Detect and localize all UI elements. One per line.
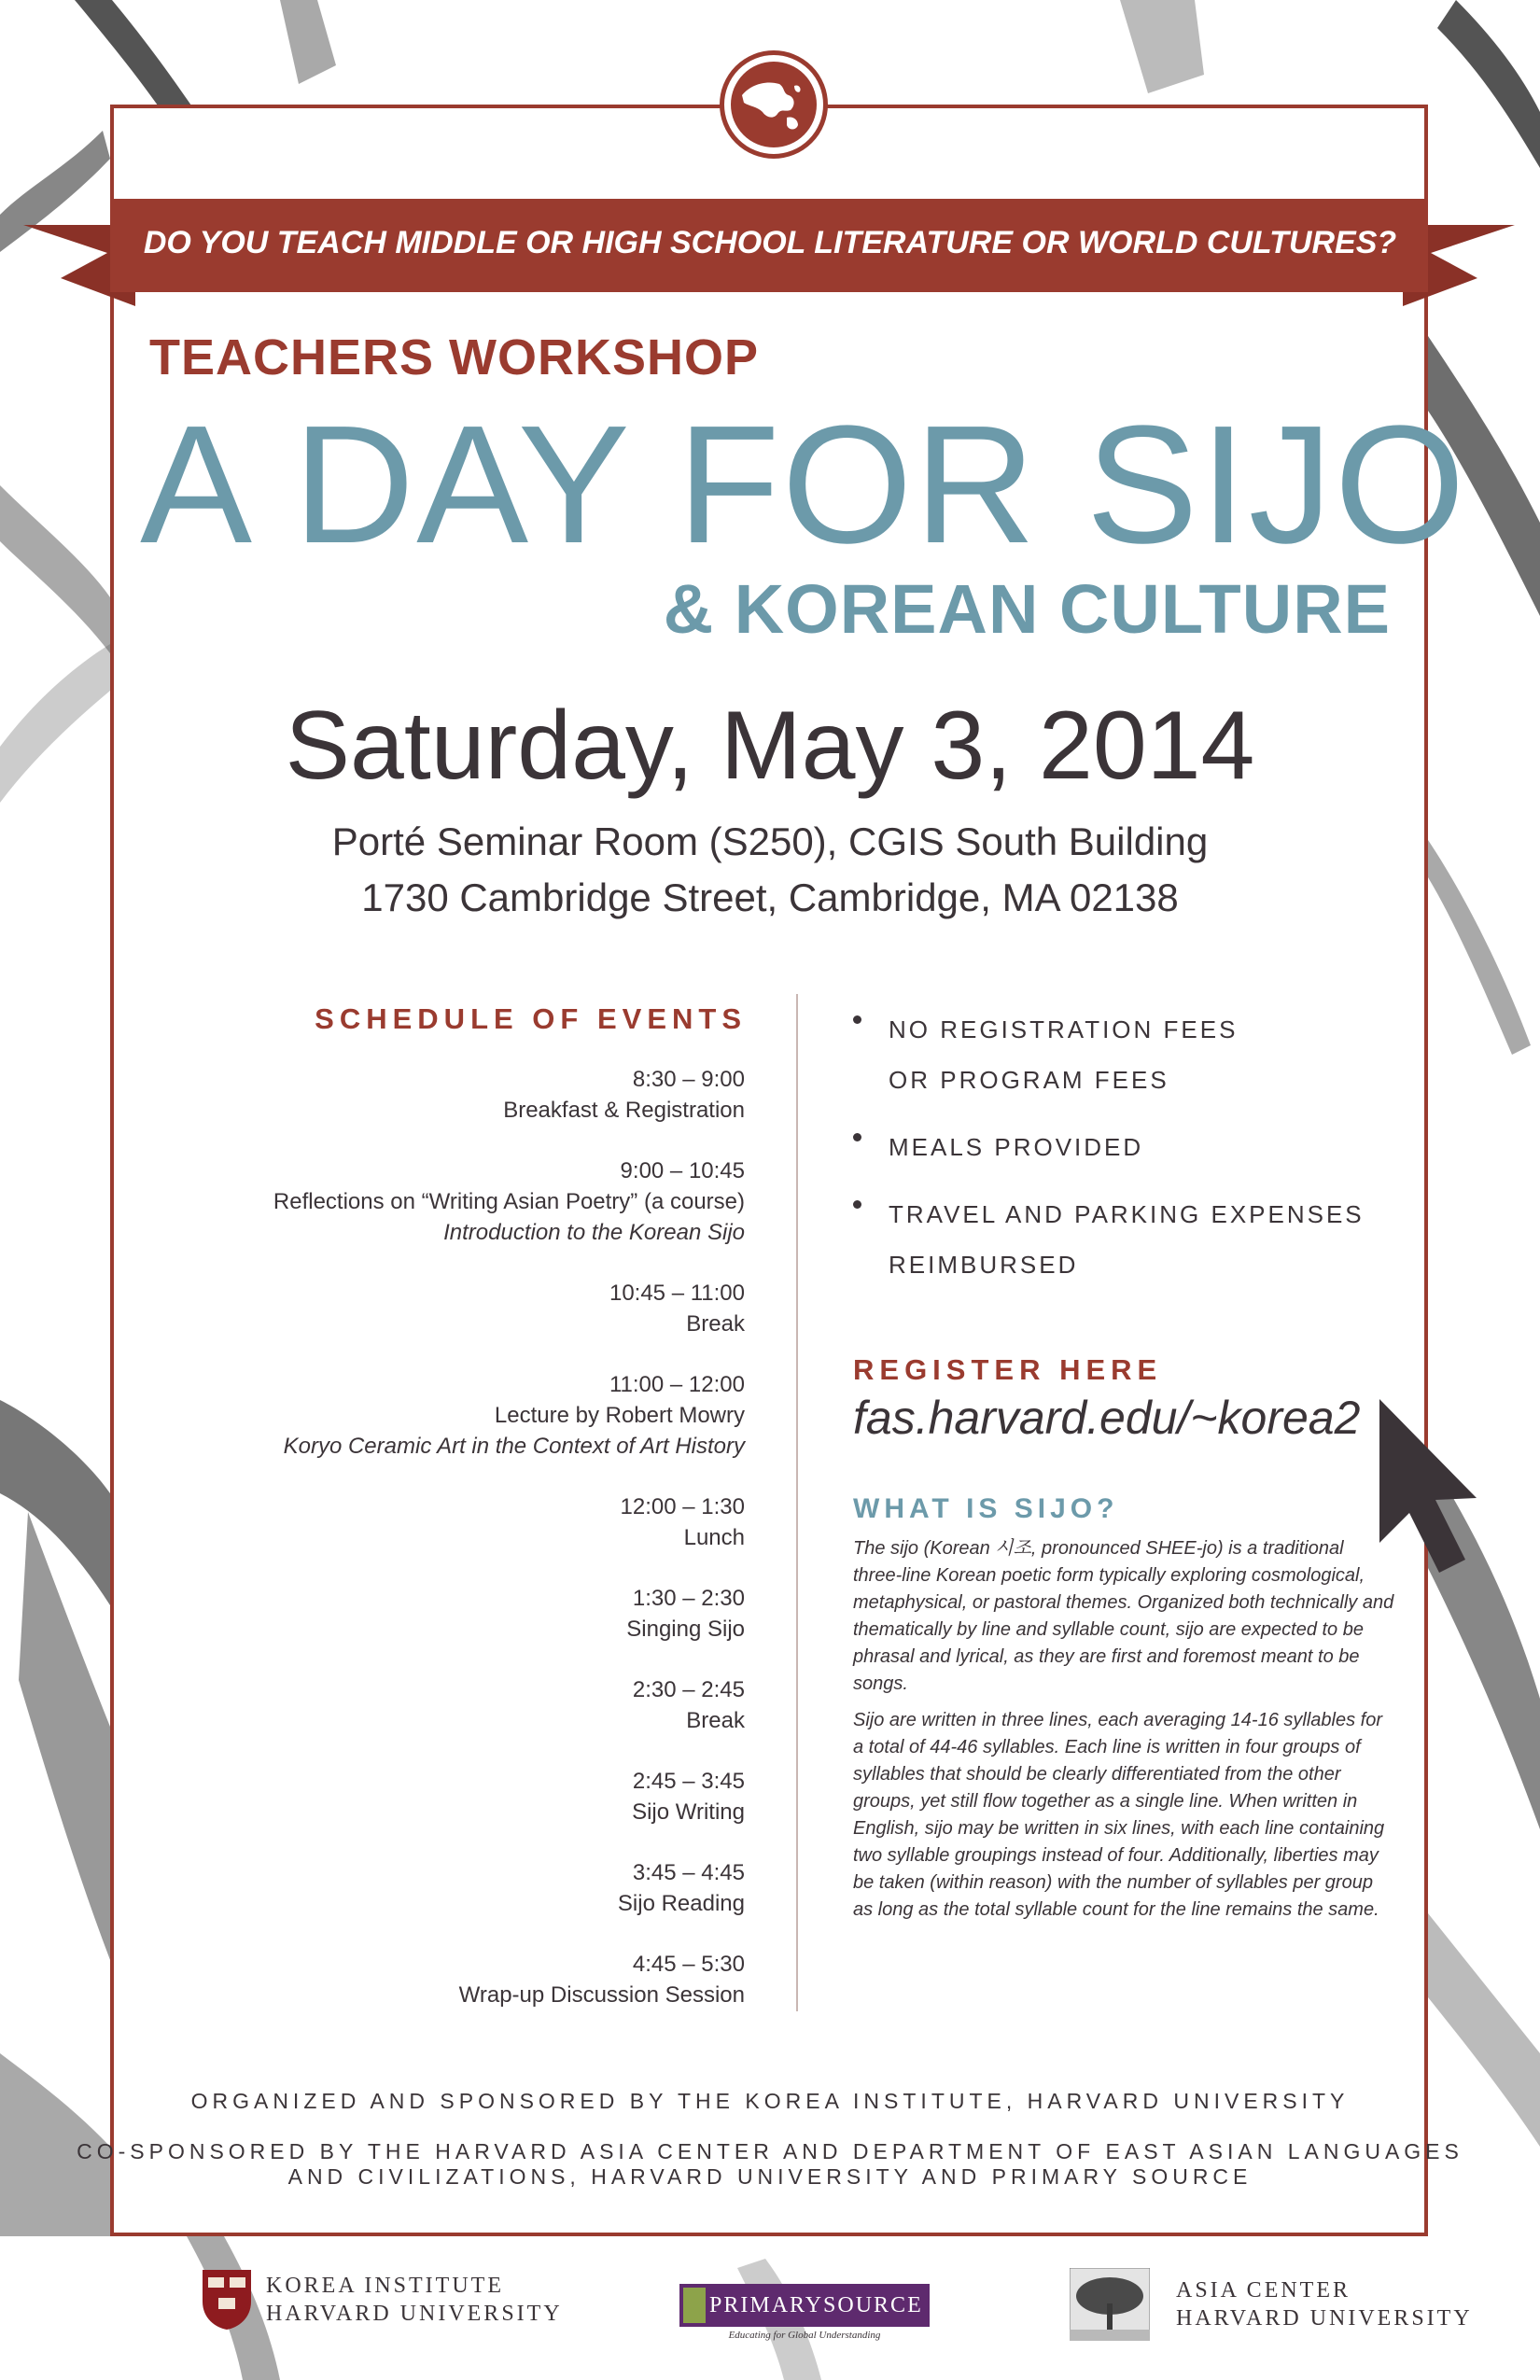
schedule-item: 12:00 – 1:30 Lunch (620, 1494, 745, 1550)
schedule-item: 8:30 – 9:00 Breakfast & Registration (503, 1067, 745, 1123)
schedule-list (187, 1064, 745, 2040)
bullet-dot (853, 1200, 861, 1209)
tree-photo-icon (1070, 2268, 1150, 2341)
schedule-item: 4:45 – 5:30 Wrap-up Discussion Session (458, 1952, 745, 2008)
globe-icon (720, 50, 828, 159)
event-venue: Porté Seminar Room (S250), CGIS South Building (331, 819, 1209, 863)
sijo-paragraph: The sijo (Korean 시조, pronounced SHEE-jo) is a traditional three-line Korean poetic form typically exploring cosmological, metaphysical, or pastoral themes. Organized both technically and thematically by line and syllable count, sijo are expected to be phrasal and lyrical, as they are first and foremost meant to be songs. (853, 1538, 1394, 1694)
cosponsor-line-2: AND CIVILIZATIONS, HARVARD UNIVERSITY AND PRIMARY SOURCE (287, 2164, 1253, 2189)
schedule-item: 9:00 – 10:45 Reflections on “Writing Asian Poetry” (a course) Introduction to the Korean Sijo (273, 1158, 745, 1245)
schedule-item: 2:30 – 2:45 Break (632, 1677, 745, 1733)
schedule-item: 2:45 – 3:45 Sijo Writing (632, 1769, 745, 1825)
benefit-item: TRAVEL AND PARKING EXPENSES REIMBURSED (849, 1189, 1409, 1290)
banner-question: DO YOU TEACH MIDDLE OR HIGH SCHOOL LITERATURE OR WORLD CULTURES? (143, 225, 1397, 260)
organizer-line: ORGANIZED AND SPONSORED BY THE KOREA INSTITUTE, HARVARD UNIVERSITY (190, 2089, 1350, 2113)
event-date: Saturday, May 3, 2014 (285, 692, 1255, 800)
workshop-kicker: TEACHERS WORKSHOP (149, 329, 760, 385)
sijo-paragraph: Sijo are written in three lines, each averaging 14-16 syllables for a total of 44-46 syllables. Each line is written in four groups of syllables that should be clearly differentiated from the other groups, yet still flow together as a single line. When written in English, sijo may be written in six lines, with each line containing two syllable groupings instead of four. Additionally, liberties may be taken (within reason) with the number of syllables per group as long as the total syllable count for the line remains the same. (853, 1710, 1385, 1920)
sijo-heading: WHAT IS SIJO? (853, 1493, 1119, 1524)
register-heading: REGISTER HERE (853, 1353, 1163, 1386)
korea-institute-logo: KOREA INSTITUTE HARVARD UNIVERSITY (201, 2268, 563, 2331)
event-address: 1730 Cambridge Street, Cambridge, MA 02138 (361, 875, 1179, 919)
benefit-item: NO REGISTRATION FEES OR PROGRAM FEES (849, 1004, 1409, 1105)
page-title: A DAY FOR SIJO (140, 391, 1467, 579)
asia-center-logo: ASIA CENTER HARVARD UNIVERSITY (1070, 2268, 1473, 2341)
bullet-dot (853, 1133, 861, 1141)
primary-source-name: PRIMARYSOURCE (709, 2292, 923, 2317)
benefits-list (849, 1004, 1409, 1307)
bullet-dot (853, 1015, 861, 1024)
schedule-heading: SCHEDULE OF EVENTS (315, 1002, 747, 1035)
sijo-description (853, 1535, 1396, 1933)
schedule-item: 10:45 – 11:00 Break (609, 1281, 745, 1337)
primary-source-tagline: Educating for Global Understanding (728, 2330, 881, 2341)
column-divider (796, 994, 798, 2011)
harvard-shield-icon (201, 2268, 253, 2331)
benefit-item: MEALS PROVIDED (849, 1122, 1409, 1172)
primary-source-logo (679, 2284, 930, 2341)
cosponsor-line-1: CO-SPONSORED BY THE HARVARD ASIA CENTER AND DEPARTMENT OF EAST ASIAN LANGUAGES (77, 2139, 1463, 2163)
schedule-item: 11:00 – 12:00 Lecture by Robert Mowry Koryo Ceramic Art in the Context of Art History (283, 1372, 745, 1459)
schedule-item: 3:45 – 4:45 Sijo Reading (617, 1860, 745, 1916)
register-link[interactable]: fas.harvard.edu/~korea2 (853, 1392, 1361, 1444)
schedule-item: 1:30 – 2:30 Singing Sijo (626, 1586, 745, 1642)
page-subtitle: & KOREAN CULTURE (663, 570, 1391, 648)
